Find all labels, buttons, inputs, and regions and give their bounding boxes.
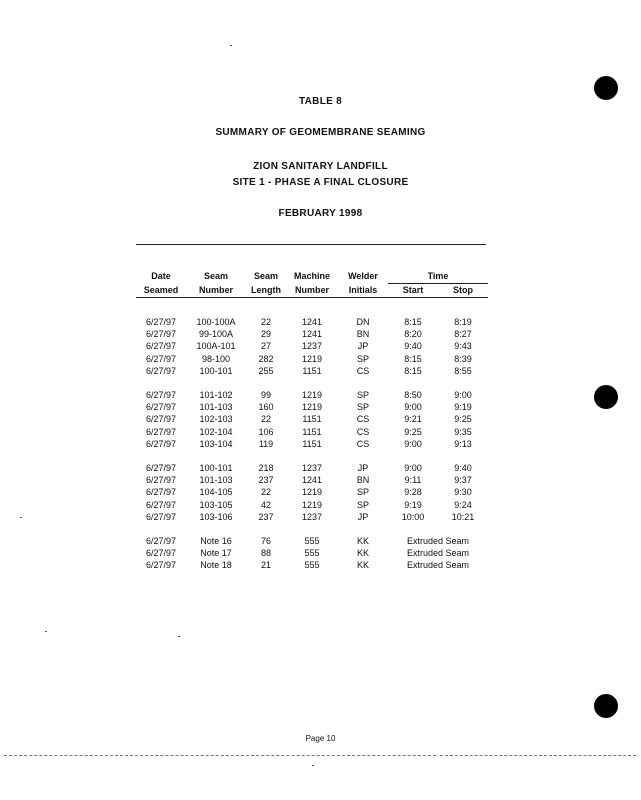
date-cell: 6/27/97 [145,463,177,474]
seam-number-cell: 100A-101 [196,341,236,352]
welder-cell: SP [356,390,369,401]
table-row [136,426,488,438]
seam-number-cell: Note 17 [200,548,232,559]
welder-cell: CS [356,414,370,425]
table-body [136,298,488,572]
seam-length-cell: 255 [258,365,274,376]
start-cell: 9:00 [404,463,422,474]
welder-cell: SP [356,402,369,413]
date-cell: 6/27/97 [145,414,177,425]
col-welder-header-1: Welder [348,271,378,282]
seam-number-cell: 100-101 [199,463,233,474]
stop-cell: 8:27 [454,329,472,340]
date-cell: 6/27/97 [145,475,177,486]
table-row [136,353,488,365]
machine-cell: 1219 [301,402,323,413]
stop-cell: 9:13 [454,438,472,449]
seam-number-cell: 102-103 [199,414,233,425]
date-cell: 6/27/97 [145,353,177,364]
date-cell: 6/27/97 [145,536,177,547]
seam-number-cell: 102-104 [199,426,233,437]
start-cell: 9:11 [404,475,422,486]
start-cell: 9:25 [404,426,422,437]
seam-length-cell: 76 [260,536,271,547]
seam-length-cell: 88 [260,548,271,559]
date-cell: 6/27/97 [145,329,177,340]
machine-cell: 1237 [301,341,323,352]
welder-cell: DN [356,317,370,327]
welder-cell: JP [357,511,369,522]
site-phase: SITE 1 - PHASE A FINAL CLOSURE [232,177,409,188]
col-welder-header-2: Initials [348,284,378,295]
stop-cell: 9:25 [454,414,472,425]
machine-cell: 1219 [301,353,323,364]
welder-cell: BN [356,329,370,340]
report-date: FEBRUARY 1998 [278,208,363,219]
extruded-seam-cell: Extruded Seam [406,536,470,547]
stop-cell: 8:19 [454,317,472,327]
welder-cell: CS [356,365,370,376]
table-row [136,547,488,559]
seam-length-cell: 218 [258,463,274,474]
table-row [136,413,488,425]
scan-artifact-line [4,755,244,756]
stop-cell: 9:19 [454,402,472,413]
welder-cell: CS [356,438,370,449]
stop-cell: 10:21 [451,511,475,522]
date-cell: 6/27/97 [145,390,177,401]
table-row [136,474,488,486]
table-row [136,462,488,474]
seam-number-cell: Note 16 [200,536,232,547]
seam-number-cell: 101-102 [199,390,233,401]
machine-cell: 1151 [302,426,322,437]
machine-cell: 1151 [302,438,322,449]
date-cell: 6/27/97 [145,511,177,522]
spacer-row [136,298,488,317]
start-cell: 9:28 [404,487,422,498]
scan-speck [20,517,22,518]
machine-cell: 1219 [301,390,323,401]
start-cell: 9:21 [404,414,422,425]
start-cell: 9:19 [404,499,422,510]
date-cell: 6/27/97 [145,341,177,352]
table-row [136,365,488,377]
welder-cell: KK [356,560,369,571]
machine-cell: 1237 [301,463,323,474]
scan-speck [178,636,180,637]
machine-cell: 1219 [301,487,323,498]
scan-artifact-line [246,755,436,756]
seaming-table [136,270,488,572]
machine-cell: 555 [304,548,320,559]
scan-artifact-line [440,755,636,756]
date-cell: 6/27/97 [145,426,177,437]
col-date-header-1: Date [151,271,171,282]
spacer-row [136,450,488,462]
summary-title: SUMMARY OF GEOMEMBRANE SEAMING [215,127,426,138]
table-row [136,389,488,401]
machine-cell: 1237 [301,511,323,522]
start-cell: 8:20 [404,329,422,340]
date-cell: 6/27/97 [145,499,177,510]
table-row [136,316,488,328]
welder-cell: KK [356,548,369,559]
stop-cell: 9:24 [454,499,472,510]
start-cell: 10:00 [401,511,425,522]
table-label: TABLE 8 [298,96,343,107]
welder-cell: KK [356,536,369,547]
date-cell: 6/27/97 [145,438,177,449]
binder-hole [594,385,618,409]
stop-cell: 8:39 [454,353,472,364]
col-time-header: Time [388,270,488,284]
seam-length-cell: 29 [260,329,271,340]
seam-length-cell: 27 [260,341,271,352]
extruded-seam-cell: Extruded Seam [406,560,470,571]
start-cell: 8:15 [404,353,422,364]
welder-cell: BN [356,475,370,486]
seam-length-cell: 22 [260,487,271,498]
col-date-header-2: Seamed [143,284,179,295]
machine-cell: 555 [304,536,320,547]
seam-length-cell: 22 [260,317,271,327]
start-cell: 9:40 [404,341,422,352]
seam-number-cell: Note 18 [200,560,232,571]
date-cell: 6/27/97 [145,317,177,327]
welder-cell: JP [357,341,369,352]
start-cell: 9:00 [404,402,422,413]
welder-cell: SP [356,499,369,510]
seam-number-cell: 100-101 [199,365,233,376]
site-name: ZION SANITARY LANDFILL [253,161,388,172]
seam-number-cell: 98-100 [201,353,231,364]
welder-cell: SP [356,487,369,498]
table-header [136,270,488,298]
extruded-seam-cell: Extruded Seam [406,548,470,559]
col-length-header-1: Seam [253,271,279,282]
seam-number-cell: 101-103 [199,402,233,413]
table-row [136,511,488,523]
date-cell: 6/27/97 [145,487,177,498]
table-row [136,486,488,498]
binder-hole [594,694,618,718]
welder-cell: SP [356,353,369,364]
table-row [136,559,488,571]
table-row [136,438,488,450]
start-cell: 8:50 [404,390,422,401]
seam-number-cell: 100-100A [196,317,236,327]
seam-length-cell: 21 [260,560,271,571]
col-length-header-2: Length [251,284,281,295]
stop-cell: 9:35 [454,426,472,437]
stop-cell: 9:00 [454,390,472,401]
machine-cell: 1151 [302,414,322,425]
date-cell: 6/27/97 [145,548,177,559]
machine-cell: 555 [304,560,320,571]
seam-number-cell: 104-105 [199,487,233,498]
date-cell: 6/27/97 [145,402,177,413]
seam-number-cell: 103-105 [199,499,233,510]
machine-cell: 1241 [301,475,323,486]
seam-number-cell: 103-106 [199,511,233,522]
col-machine-header-1: Machine [293,271,330,282]
seam-number-cell: 99-100A [198,329,234,340]
col-start-header: Start [402,285,424,295]
seam-length-cell: 99 [260,390,271,401]
stop-cell: 8:55 [454,365,472,376]
col-seam-header-2: Number [198,284,233,295]
seam-number-cell: 103-104 [199,438,233,449]
seam-length-cell: 237 [258,511,274,522]
table-row [136,535,488,547]
machine-cell: 1219 [301,499,323,510]
scan-speck [230,45,232,46]
scan-speck [45,631,47,632]
stop-cell: 9:43 [454,341,472,352]
seam-length-cell: 237 [258,475,274,486]
date-cell: 6/27/97 [145,365,177,376]
page-number: Page 10 [305,734,336,743]
table-row [136,499,488,511]
start-cell: 9:00 [404,438,422,449]
scan-speck [312,765,314,766]
start-cell: 8:15 [404,365,422,376]
table-row [136,401,488,413]
date-cell: 6/27/97 [145,560,177,571]
top-rule [136,244,486,245]
seam-length-cell: 282 [258,353,274,364]
start-cell: 8:15 [404,317,422,327]
seam-length-cell: 42 [260,499,271,510]
welder-cell: CS [356,426,370,437]
welder-cell: JP [357,463,369,474]
table-row [136,328,488,340]
stop-cell: 9:30 [454,487,472,498]
stop-cell: 9:37 [454,475,472,486]
col-seam-header-1: Seam [203,271,229,282]
seam-number-cell: 101-103 [199,475,233,486]
spacer-row [136,523,488,535]
col-stop-header: Stop [453,285,473,295]
table-row [136,340,488,352]
col-machine-header-2: Number [294,284,329,295]
seam-length-cell: 106 [258,426,274,437]
spacer-row [136,377,488,389]
seam-length-cell: 22 [260,414,271,425]
machine-cell: 1151 [302,365,322,376]
machine-cell: 1241 [301,329,323,340]
machine-cell: 1241 [301,317,323,327]
stop-cell: 9:40 [454,463,472,474]
seam-length-cell: 160 [258,402,274,413]
seam-length-cell: 119 [258,438,274,449]
